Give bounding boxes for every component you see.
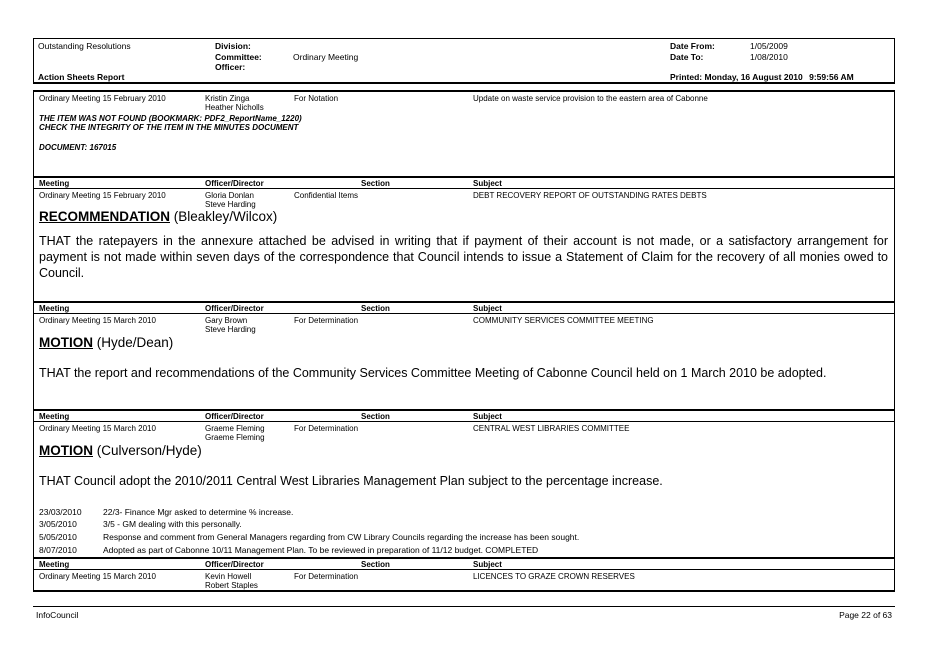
note-date: 8/07/2010 [39,545,77,555]
column-header-divider [33,301,895,303]
item-section: Confidential Items [294,191,359,200]
committee-label: Committee: [215,52,262,62]
note-date: 5/05/2010 [39,532,77,542]
printed-label: Printed: [670,72,703,82]
resolution-heading [39,443,202,458]
date-from-label: Date From: [670,41,715,51]
row-divider [33,188,895,189]
col-section: Section [361,412,390,421]
date-from-value: 1/05/2009 [750,41,788,51]
item-officer: Gary Brown [205,316,248,325]
resolution-heading [39,335,173,350]
item-officer: Steve Harding [205,325,256,334]
col-subject: Subject [473,179,502,188]
error-message: CHECK THE INTEGRITY OF THE ITEM IN THE MINUTES DOCUMENT [39,123,299,132]
resolution-type: MOTION [39,335,93,350]
note-text: 22/3- Finance Mgr asked to determine % increase. [103,507,294,517]
col-subject: Subject [473,412,502,421]
resolution-heading [39,209,277,224]
col-subject: Subject [473,560,502,569]
item-subject: DEBT RECOVERY REPORT OF OUTSTANDING RATES DEBTS [473,191,707,200]
column-header-divider [33,557,895,559]
footer-rule [33,606,895,607]
resolution-body: THAT the ratepayers in the annexure attached be advised in writing that if payment of their account is not made, or a satisfactory arrangement for payment is not made within seven days of the correspondence that Council intends to issue a Statement of Claim for the recovery of all monies owed to Council. [39,234,888,280]
item-section: For Notation [294,94,339,103]
item-officer: Kevin Howell [205,572,252,581]
col-officer: Officer/Director [205,179,264,188]
note-date: 3/05/2010 [39,519,77,529]
note-date: 23/03/2010 [39,507,82,517]
col-officer: Officer/Director [205,412,264,421]
row-divider [33,421,895,422]
item-meeting: Ordinary Meeting 15 February 2010 [39,191,166,200]
date-to-value: 1/08/2010 [750,52,788,62]
item-subject: CENTRAL WEST LIBRARIES COMMITTEE [473,424,630,433]
item-meeting: Ordinary Meeting 15 March 2010 [39,572,156,581]
column-header-divider [33,409,895,411]
col-section: Section [361,179,390,188]
note-text: 3/5 - GM dealing with this personally. [103,519,242,529]
col-officer: Officer/Director [205,304,264,313]
col-meeting: Meeting [39,560,70,569]
error-message: THE ITEM WAS NOT FOUND (BOOKMARK: PDF2_ReportName_1220) [39,114,302,123]
item-section: For Determination [294,424,359,433]
item-subject: Update on waste service provision to the eastern area of Cabonne [473,94,708,103]
resolution-type: MOTION [39,443,93,458]
report-title: Action Sheets Report [38,72,125,82]
resolution-body: THAT the report and recommendations of the Community Services Committee Meeting of Cabonne Council held on 1 March 2010 be adopted. [39,366,827,380]
item-meeting: Ordinary Meeting 15 March 2010 [39,316,156,325]
item-officer: Kristin Zinga [205,94,250,103]
col-meeting: Meeting [39,179,70,188]
officer-label: Officer: [215,62,246,72]
item-subject: COMMUNITY SERVICES COMMITTEE MEETING [473,316,654,325]
item-officer: Gloria Donlan [205,191,254,200]
item-section: For Determination [294,572,359,581]
resolution-movers: (Bleakley/Wilcox) [173,209,278,224]
printed-value: Monday, 16 August 2010 [704,72,803,82]
resolution-type: RECOMMENDATION [39,209,170,224]
resolution-movers: (Hyde/Dean) [96,335,174,350]
committee-value: Ordinary Meeting [293,52,359,62]
col-section: Section [361,560,390,569]
item-officer: Steve Harding [205,200,256,209]
col-meeting: Meeting [39,412,70,421]
col-officer: Officer/Director [205,560,264,569]
column-header-divider [33,176,895,178]
error-document: DOCUMENT: 167015 [39,143,117,152]
item-meeting: Ordinary Meeting 15 February 2010 [39,94,166,103]
resolution-body: THAT Council adopt the 2010/2011 Central West Libraries Management Plan subject to the percentage increase. [39,474,663,488]
footer-brand: InfoCouncil [36,610,79,620]
note-text: Response and comment from General Managers regarding from CW Library Councils regarding the increase has been sought. [103,532,580,542]
division-label: Division: [215,41,251,51]
item-officer: Graeme Fleming [205,424,265,433]
item-officer: Robert Staples [205,581,258,590]
row-divider [33,569,895,570]
item-meeting: Ordinary Meeting 15 March 2010 [39,424,156,433]
col-subject: Subject [473,304,502,313]
col-meeting: Meeting [39,304,70,313]
report-group: Outstanding Resolutions [38,41,131,51]
row-divider [33,313,895,314]
date-to-label: Date To: [670,52,704,62]
item-section: For Determination [294,316,359,325]
col-section: Section [361,304,390,313]
page-number: Page 22 of 63 [839,610,892,620]
printed-time: 9:59:56 AM [809,72,854,82]
note-text: Adopted as part of Cabonne 10/11 Management Plan. To be reviewed in preparation of 11/12 budget. COMPLETED [103,545,539,555]
item-officer: Heather Nicholls [205,103,264,112]
printed-stamp [670,72,854,82]
item-subject: LICENCES TO GRAZE CROWN RESERVES [473,572,635,581]
item-officer: Graeme Fleming [205,433,265,442]
resolution-movers: (Culverson/Hyde) [96,443,202,458]
